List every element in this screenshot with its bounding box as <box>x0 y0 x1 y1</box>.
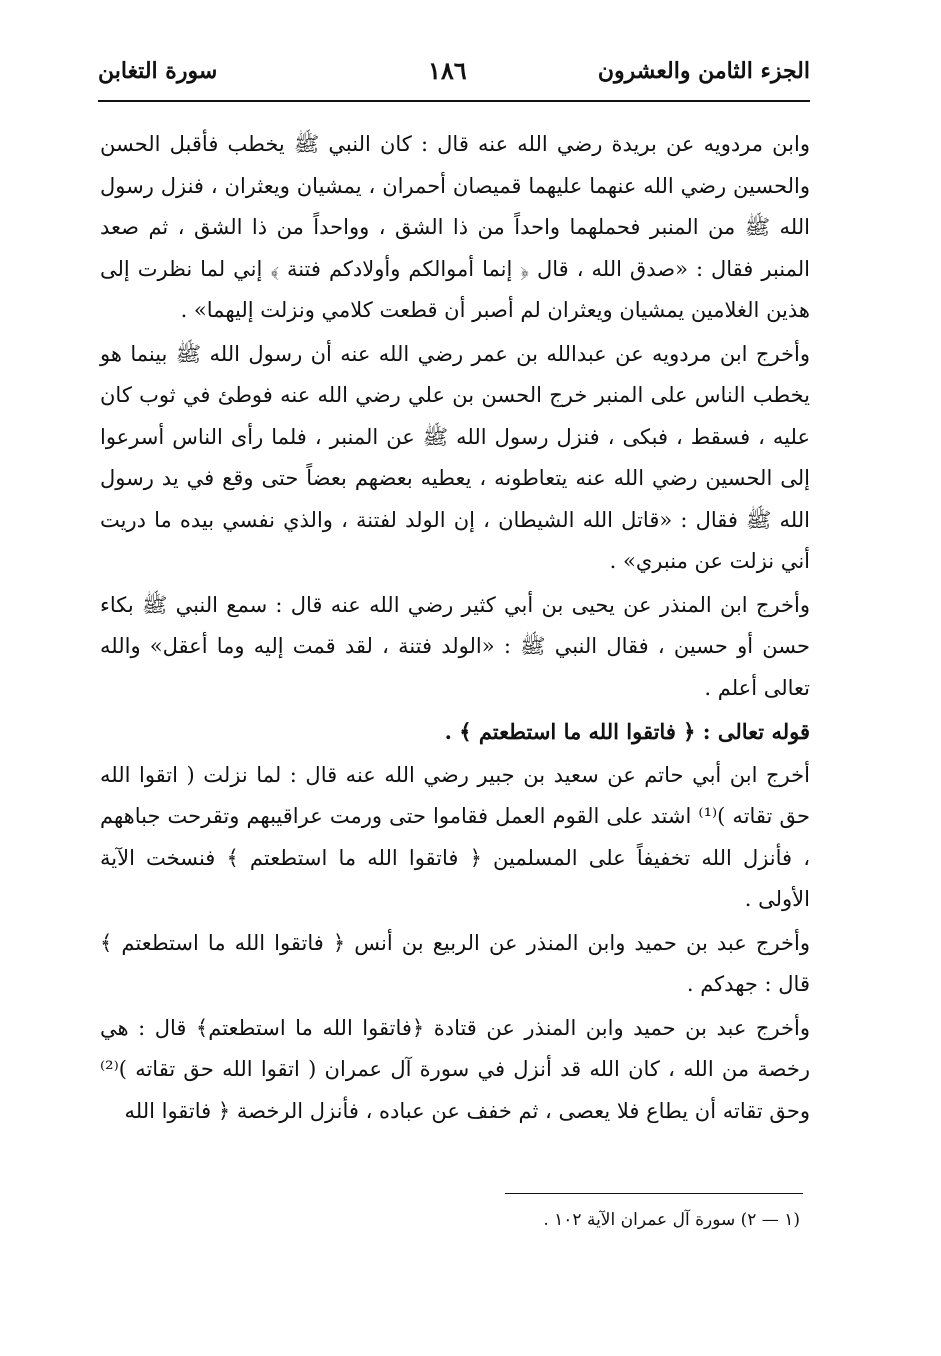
paragraph: وأخرج ابن المنذر عن يحيى بن أبي كثير رضي الله عنه قال : سمع النبي ﷺ بكاء حسن أو حسين ، فقال النبي ﷺ : «الولد فتنة ، لقد قمت إليه وما أعقل» والله تعالى أعلم . <box>100 592 810 700</box>
section-heading: قوله تعالى : ﴿ فاتقوا الله ما استطعتم ﴾ . <box>444 719 810 744</box>
footnote: (١ — ٢) سورة آل عمران الآية ١٠٢ . <box>543 1210 800 1230</box>
paragraph: وابن مردويه عن بريدة رضي الله عنه قال : كان النبي ﷺ يخطب فأقبل الحسن والحسين رضي الله عنهما عليهما قميصان أحمران ، يمشيان ويعثران ، فنزل رسول الله ﷺ من المنبر فحملهما واحداً من ذا الشق ، وواحداً من ذا الشق ، ثم صعد المنبر فقال : «صدق الله ، قال ﴿ إنما أموالكم وأولادكم فتنة ﴾ إني لما نظرت إلى هذين الغلامين يمشيان ويعثران لم أصبر أن قطعت كلامي ونزلت إليهما» . <box>100 132 810 322</box>
paragraph: أخرج ابن أبي حاتم عن سعيد بن جبير رضي الله عنه قال : لما نزلت ( اتقوا الله حق تقاته )⁽¹⁾ اشتد على القوم العمل فقاموا حتى ورمت عراقيبهم وتقرحت جباههم ، فأنزل الله تخفيفاً على المسلمين ﴿ فاتقوا الله ما استطعتم ﴾ فنسخت الآية الأولى . <box>100 762 810 911</box>
part-title: الجزء الثامن والعشرون <box>597 58 810 84</box>
footnote-rule <box>505 1193 803 1194</box>
paragraph: وأخرج عبد بن حميد وابن المنذر عن الربيع بن أنس ﴿ فاتقوا الله ما استطعتم ﴾ قال : جهدكم . <box>100 930 810 996</box>
header-rule <box>98 100 810 102</box>
running-header <box>98 50 810 96</box>
main-text <box>100 124 810 1132</box>
page-number: ١٨٦ <box>428 56 467 85</box>
paragraph: وأخرج ابن مردويه عن عبدالله بن عمر رضي الله عنه أن رسول الله ﷺ بينما هو يخطب الناس على المنبر خرج الحسن بن علي رضي الله عنه فوطئ في ثوب كان عليه ، فسقط ، فبكى ، فنزل رسول الله ﷺ عن المنبر ، فلما رأى الناس أسرعوا إلى الحسين رضي الله عنه يتعاطونه ، يعطيه بعضهم بعضاً حتى وقع في يد رسول الله ﷺ فقال : «قاتل الله الشيطان ، إن الولد لفتنة ، والذي نفسي بيده ما دريت أني نزلت عن منبري» . <box>100 341 810 573</box>
paragraph: وأخرج عبد بن حميد وابن المنذر عن قتادة ﴿فاتقوا الله ما استطعتم﴾ قال : هي رخصة من الله ، كان الله قد أنزل في سورة آل عمران ( اتقوا الله حق تقاته )⁽²⁾ وحق تقاته أن يطاع فلا يعصى ، ثم خفف عن عباده ، فأنزل الرخصة ﴿ فاتقوا الله <box>100 1015 810 1123</box>
surah-title: سورة التغابن <box>98 58 218 84</box>
